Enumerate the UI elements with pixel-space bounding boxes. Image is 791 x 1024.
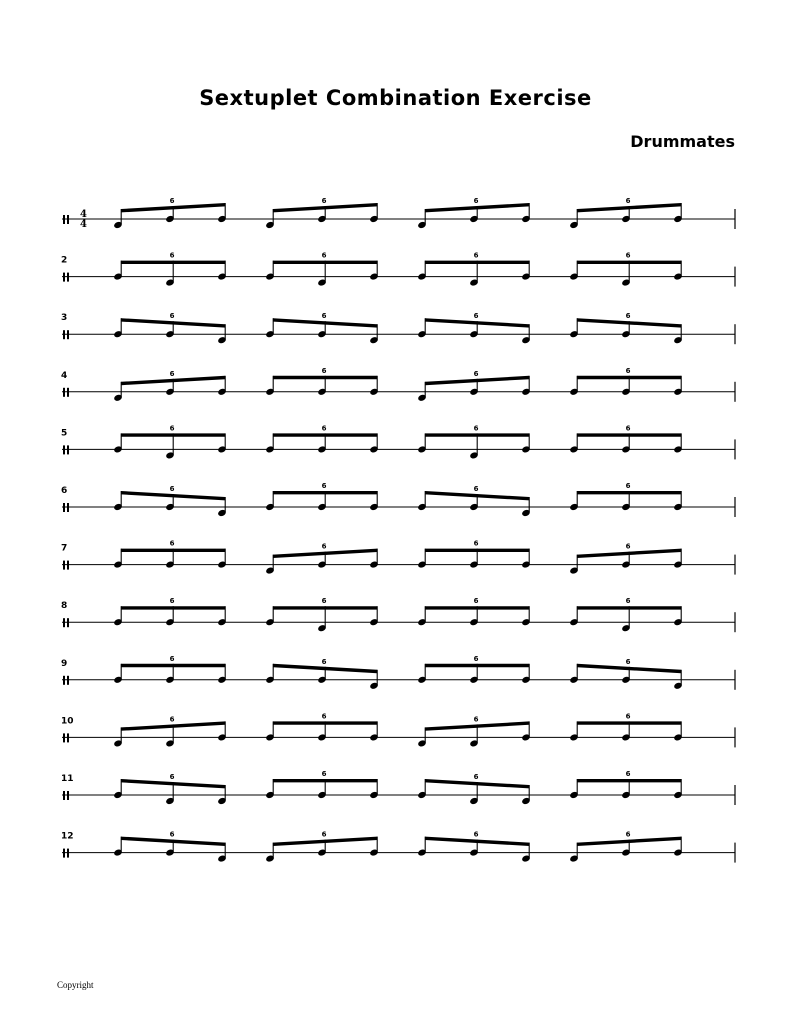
- note-beam: [577, 376, 681, 379]
- page-title: Sextuplet Combination Exercise: [199, 86, 592, 110]
- tuplet-number: 6: [473, 251, 479, 260]
- tuplet-number: 6: [321, 312, 327, 321]
- tuplet-number: 6: [473, 485, 479, 493]
- note-beam: [577, 433, 681, 436]
- note-beam: [425, 549, 529, 552]
- note-beam: [425, 606, 529, 609]
- percussion-clef: [67, 561, 69, 570]
- percussion-clef: [63, 561, 65, 570]
- tuplet-number: 6: [625, 482, 631, 490]
- tuplet-number: 6: [625, 712, 631, 721]
- staff-system: [61, 312, 735, 344]
- note-beam: [121, 433, 225, 436]
- tuplet-number: 6: [625, 542, 631, 551]
- tuplet-number: 6: [625, 770, 631, 778]
- percussion-clef: [63, 215, 65, 224]
- tuplet-number: 6: [625, 366, 631, 375]
- staff-system: [61, 482, 735, 517]
- time-signature-top: 4: [80, 209, 87, 220]
- tuplet-number: 6: [625, 197, 631, 205]
- measure-number: 7: [61, 543, 68, 554]
- percussion-clef: [67, 388, 69, 397]
- tuplet-number: 6: [169, 773, 175, 781]
- note-beam: [273, 261, 377, 264]
- measure-number: 12: [61, 831, 74, 842]
- composer-name: Drummates: [630, 132, 735, 151]
- tuplet-number: 6: [473, 424, 479, 433]
- tuplet-number: 6: [321, 482, 327, 490]
- staff-system: [61, 540, 735, 575]
- measure-number: 9: [61, 658, 68, 669]
- tuplet-number: 6: [473, 369, 479, 378]
- note-beam: [121, 606, 225, 609]
- note-beam: [121, 549, 225, 552]
- tuplet-number: 6: [169, 197, 175, 205]
- percussion-clef: [67, 273, 69, 282]
- measure-number: 5: [61, 428, 68, 439]
- tuplet-number: 6: [321, 712, 327, 721]
- percussion-clef: [63, 503, 65, 512]
- tuplet-number: 6: [473, 197, 479, 205]
- percussion-clef: [67, 330, 69, 339]
- staff-system: [61, 424, 735, 459]
- note-beam: [425, 664, 529, 667]
- percussion-clef: [67, 503, 69, 512]
- tuplet-number: 6: [321, 251, 327, 260]
- tuplet-number: 6: [625, 830, 631, 839]
- note-beam: [273, 376, 377, 379]
- percussion-clef: [67, 445, 69, 454]
- measure-number: 10: [61, 716, 74, 727]
- tuplet-number: 6: [473, 597, 479, 606]
- percussion-clef: [67, 791, 69, 800]
- tuplet-number: 6: [321, 424, 327, 433]
- tuplet-number: 6: [169, 312, 175, 321]
- tuplet-number: 6: [321, 770, 327, 778]
- staff-system: [62, 197, 735, 230]
- tuplet-number: 6: [169, 424, 175, 433]
- percussion-clef: [63, 273, 65, 282]
- tuplet-number: 6: [625, 251, 631, 260]
- note-beam: [273, 779, 377, 782]
- percussion-clef: [63, 388, 65, 397]
- staff-system: [61, 770, 735, 805]
- percussion-clef: [63, 849, 65, 858]
- tuplet-number: 6: [625, 597, 631, 606]
- percussion-clef: [67, 215, 69, 224]
- staff-system: [61, 655, 735, 690]
- tuplet-number: 6: [625, 312, 631, 321]
- measure-number: 8: [61, 601, 68, 612]
- tuplet-number: 6: [625, 657, 631, 666]
- measure-number: 2: [61, 255, 68, 266]
- tuplet-number: 6: [321, 597, 327, 606]
- tuplet-number: 6: [169, 369, 175, 378]
- note-beam: [121, 261, 225, 264]
- tuplet-number: 6: [169, 539, 175, 548]
- percussion-clef: [67, 618, 69, 627]
- tuplet-number: 6: [169, 715, 175, 724]
- measure-number: 3: [61, 313, 68, 324]
- tuplet-number: 6: [321, 197, 327, 205]
- staff-system: [61, 831, 735, 863]
- tuplet-number: 6: [169, 485, 175, 493]
- percussion-clef: [63, 791, 65, 800]
- tuplet-number: 6: [321, 830, 327, 839]
- percussion-clef: [67, 676, 69, 685]
- note-beam: [273, 491, 377, 494]
- percussion-clef: [63, 733, 65, 742]
- tuplet-number: 6: [473, 654, 479, 663]
- tuplet-number: 6: [473, 715, 479, 724]
- note-beam: [577, 721, 681, 724]
- tuplet-number: 6: [169, 597, 175, 606]
- tuplet-number: 6: [473, 830, 479, 839]
- staff-system: [61, 712, 735, 747]
- note-beam: [273, 433, 377, 436]
- tuplet-number: 6: [169, 654, 175, 663]
- percussion-clef: [67, 849, 69, 858]
- tuplet-number: 6: [321, 542, 327, 551]
- note-beam: [273, 606, 377, 609]
- note-beam: [425, 261, 529, 264]
- tuplet-number: 6: [169, 830, 175, 839]
- percussion-clef: [67, 733, 69, 742]
- note-beam: [273, 721, 377, 724]
- percussion-clef: [63, 445, 65, 454]
- tuplet-number: 6: [625, 424, 631, 433]
- percussion-clef: [63, 676, 65, 685]
- tuplet-number: 6: [321, 366, 327, 375]
- tuplet-number: 6: [473, 773, 479, 781]
- note-beam: [577, 779, 681, 782]
- staff-system: [61, 597, 735, 632]
- measure-number: 11: [61, 774, 74, 784]
- staff-system: [61, 367, 735, 402]
- copyright-notice: Copyright: [57, 980, 94, 990]
- percussion-clef: [63, 330, 65, 339]
- note-beam: [425, 433, 529, 436]
- measure-number: 4: [61, 370, 68, 381]
- note-beam: [577, 606, 681, 609]
- percussion-clef: [63, 618, 65, 627]
- note-beam: [121, 664, 225, 667]
- note-beam: [577, 491, 681, 494]
- staff-system: [61, 252, 735, 287]
- time-signature-bottom: 4: [80, 219, 87, 230]
- note-beam: [577, 261, 681, 264]
- tuplet-number: 6: [321, 657, 327, 666]
- tuplet-number: 6: [473, 312, 479, 321]
- tuplet-number: 6: [473, 539, 479, 548]
- measure-number: 6: [61, 486, 68, 496]
- tuplet-number: 6: [169, 251, 175, 260]
